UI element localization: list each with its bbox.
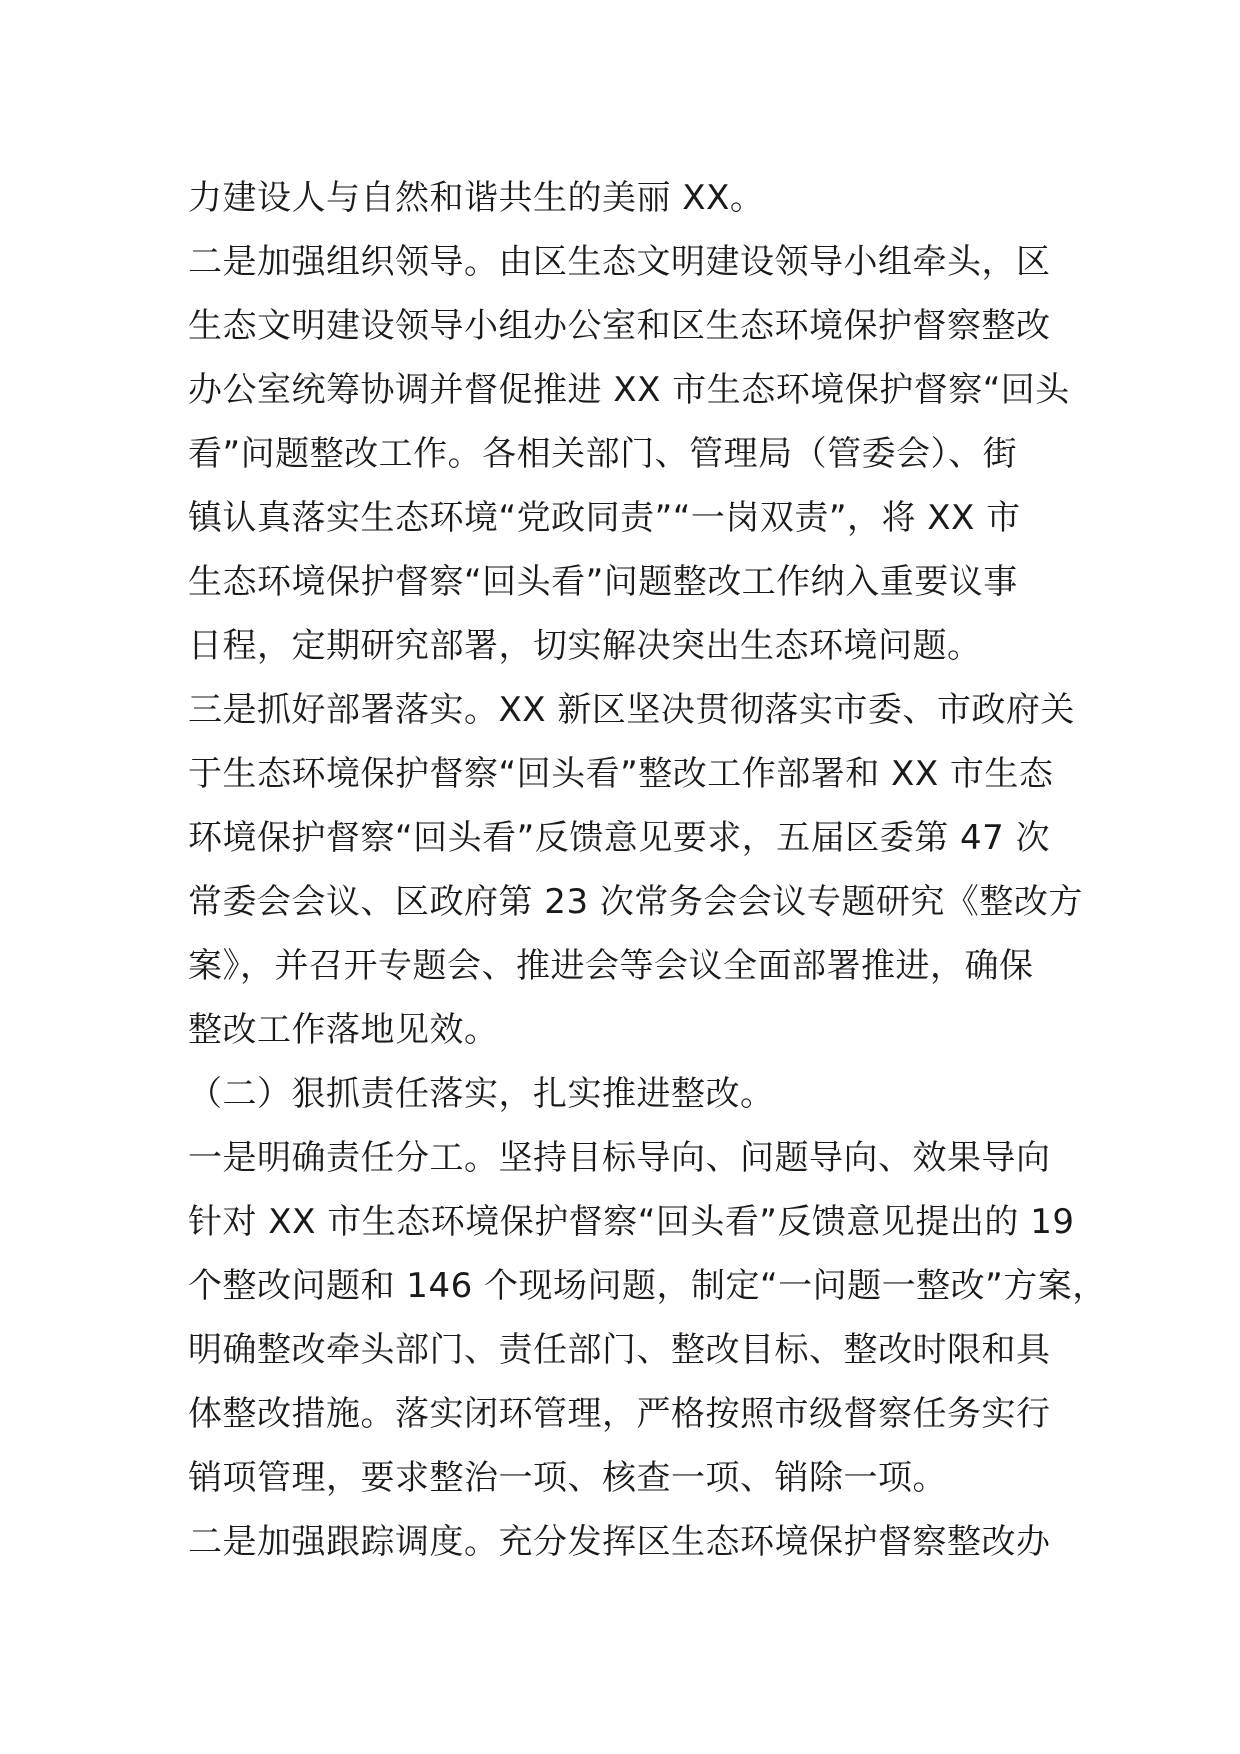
text-line: 整改工作落地见效。 xyxy=(188,1010,499,1050)
text-line: 看”问题整改工作。各相关部门、管理局（管委会）、街 xyxy=(188,434,1018,474)
text-line: 力建设人与自然和谐共生的美丽 XX。 xyxy=(188,178,765,218)
text-line: 生态文明建设领导小组办公室和区生态环境保护督察整改 xyxy=(188,306,1051,346)
text-line: 办公室统筹协调并督促推进 XX 市生态环境保护督察“回头 xyxy=(188,370,1070,410)
text-line: 二是加强跟踪调度。充分发挥区生态环境保护督察整改办 xyxy=(188,1522,1051,1562)
text-line: 一是明确责任分工。坚持目标导向、问题导向、效果导向 xyxy=(188,1138,1051,1178)
text-line: 生态环境保护督察“回头看”问题整改工作纳入重要议事 xyxy=(188,562,1018,602)
section-heading: （二）狠抓责任落实，扎实推进整改。 xyxy=(188,1074,775,1114)
body-text xyxy=(188,166,1107,1574)
text-line: 于生态环境保护督察“回头看”整改工作部署和 XX 市生态 xyxy=(188,754,1054,794)
text-line: 日程，定期研究部署，切实解决突出生态环境问题。 xyxy=(188,626,982,666)
text-line: 体整改措施。落实闭环管理，严格按照市级督察任务实行 xyxy=(188,1394,1051,1434)
text-line: 常委会会议、区政府第 23 次常务会会议专题研究《整改方 xyxy=(188,882,1083,922)
text-line: 明确整改牵头部门、责任部门、整改目标、整改时限和具 xyxy=(188,1330,1051,1370)
text-line: 个整改问题和 146 个现场问题，制定“一问题一整改”方案， xyxy=(188,1266,1107,1306)
text-line: 销项管理，要求整治一项、核查一项、销除一项。 xyxy=(188,1458,947,1498)
text-line: 针对 XX 市生态环境保护督察“回头看”反馈意见提出的 19 xyxy=(188,1202,1075,1242)
text-line: 案》，并召开专题会、推进会等会议全面部署推进，确保 xyxy=(188,946,1034,986)
text-line: 环境保护督察“回头看”反馈意见要求，五届区委第 47 次 xyxy=(188,818,1051,858)
text-line: 镇认真落实生态环境“党政同责”“一岗双责”，将 XX 市 xyxy=(188,498,1021,538)
text-line: 三是抓好部署落实。XX 新区坚决贯彻落实市委、市政府关 xyxy=(188,690,1075,730)
text-line: 二是加强组织领导。由区生态文明建设领导小组牵头，区 xyxy=(188,242,1051,282)
